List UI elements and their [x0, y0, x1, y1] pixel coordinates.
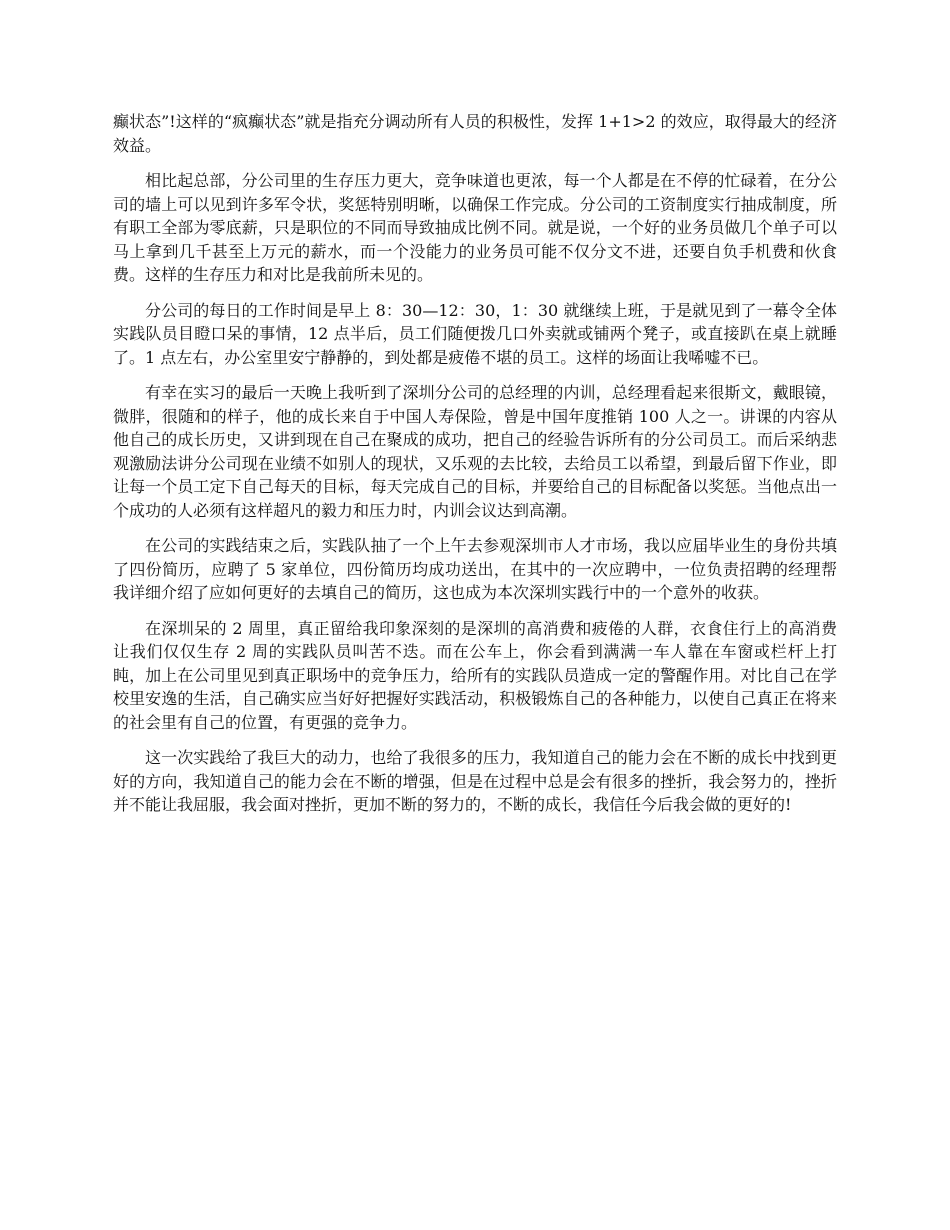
paragraph-6: 在深圳呆的 2 周里，真正留给我印象深刻的是深圳的高消费和疲倦的人群，衣食住行上的高消费让我们仅仅生存 2 周的实践队员叫苦不迭。而在公车上，你会看到满满一车人靠在车窗或栏杆上打盹，加上在公司里见到真正职场中的竞争压力，给所有的实践队员造成一定的警醒作用。对比自己在学校里安逸的生活，自己确实应当好好把握好实践活动，积极锻炼自己的各种能力，以使自己真正在将来的社会里有自己的位置，有更强的竞争力。: [113, 618, 837, 732]
paragraph-7: 这一次实践给了我巨大的动力，也给了我很多的压力，我知道自己的能力会在不断的成长中找到更好的方向，我知道自己的能力会在不断的增强，但是在过程中总是会有很多的挫折，我会努力的，挫折并不能让我屈服，我会面对挫折，更加不断的努力的，不断的成长，我信任今后我会做的更好的!: [113, 748, 837, 814]
paragraph-2: 相比起总部，分公司里的生存压力更大，竞争味道也更浓，每一个人都是在不停的忙碌着，在分公司的墙上可以见到许多军令状，奖惩特别明晰，以确保工作完成。分公司的工资制度实行抽成制度，所有职工全部为零底薪，只是职位的不同而导致抽成比例不同。就是说，一个好的业务员做几个单子可以马上拿到几千甚至上万元的薪水，而一个没能力的业务员可能不仅分文不进，还要自负手机费和伙食费。这样的生存压力和对比是我前所未见的。: [113, 171, 837, 284]
paragraph-4: 有幸在实习的最后一天晚上我听到了深圳分公司的总经理的内训，总经理看起来很斯文，戴眼镜，微胖，很随和的样子，他的成长来自于中国人寿保险，曾是中国年度推销 100 人之一。讲课的内容从他自己的成长历史，又讲到现在自己在聚成的成功，把自己的经验告诉所有的分公司员工。而后采纳悲观激励法讲分公司现在业绩不如别人的现状，又乐观的去比较，去给员工以希望，到最后留下作业，即让每一个员工定下自己每天的目标，每天完成自己的目标，并要给自己的目标配备以奖惩。当他点出一个成功的人必须有这样超凡的毅力和压力时，内训会议达到高潮。: [113, 383, 837, 520]
paragraph-1: 癫状态”!这样的“疯癫状态”就是指充分调动所有人员的积极性，发挥 1+1>2 的效应，取得最大的经济效益。: [113, 112, 837, 155]
document-body: [113, 110, 837, 829]
paragraph-5: 在公司的实践结束之后，实践队抽了一个上午去参观深圳市人才市场，我以应届毕业生的身份共填了四份简历，应聘了 5 家单位，四份简历均成功送出，在其中的一次应聘中，一位负责招聘的经理帮我详细介绍了应如何更好的去填自己的简历，这也成为本次深圳实践行中的一个意外的收获。: [113, 536, 837, 602]
paragraph-3: 分公司的每日的工作时间是早上 8：30—12：30，1：30 就继续上班，于是就见到了一幕令全体实践队员目瞪口呆的事情，12 点半后，员工们随便拨几口外卖就或铺两个凳子，或直接趴在桌上就睡了。1 点左右，办公室里安宁静静的，到处都是疲倦不堪的员工。这样的场面让我唏嘘不已。: [113, 300, 837, 367]
